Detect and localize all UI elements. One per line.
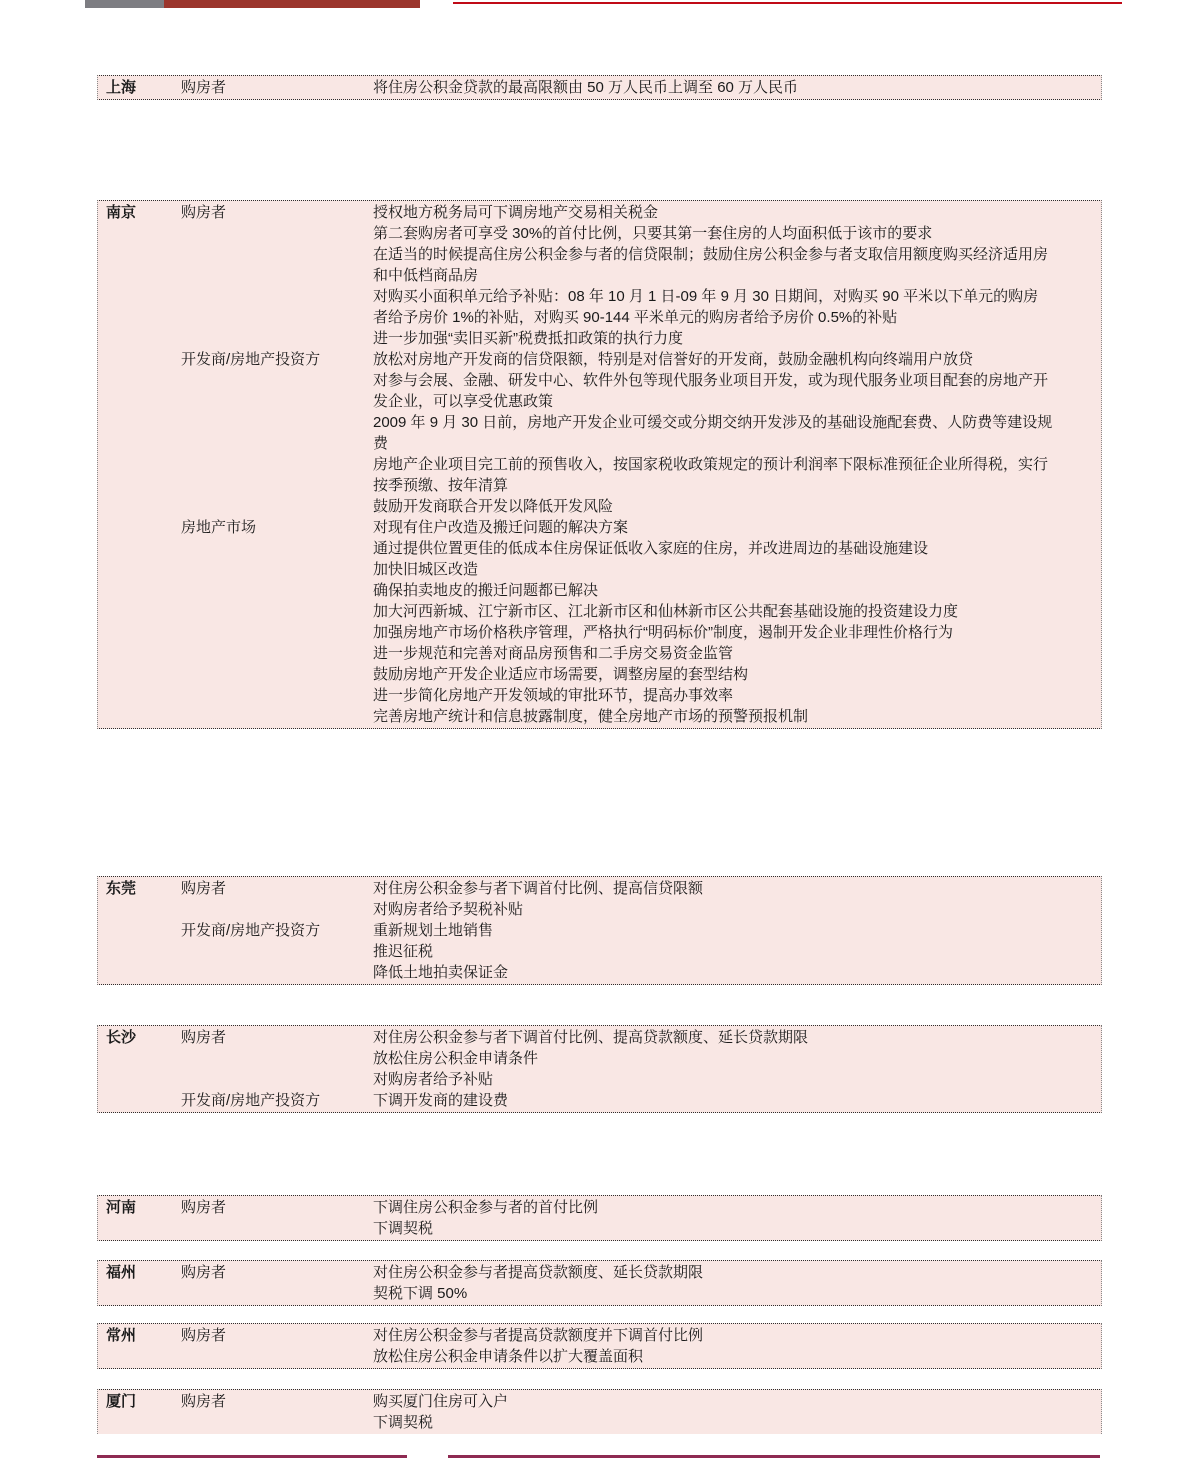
policy-line: 对购房者给予补贴 [373,1071,494,1088]
policy-table [97,876,1102,985]
policy-line: 对购房者给予契税补贴 [373,901,524,918]
city-cell: 福州 [106,1264,137,1281]
policy-line: 将住房公积金贷款的最高限额由 50 万人民币上调至 60 万人民币 [373,79,799,96]
city-cell: 南京 [106,204,137,221]
footer-rule-right [448,1455,1100,1458]
policy-line: 完善房地产统计和信息披露制度，健全房地产市场的预警预报机制 [373,708,809,725]
policy-line: 下调契税 [373,1414,434,1431]
policy-line: 进一步规范和完善对商品房预售和二手房交易资金监管 [373,645,734,662]
policy-cell [373,1090,1101,1111]
policy-line: 第二套购房者可享受 30%的首付比例，只要其第一套住房的人均面积低于该市的要求 [373,225,933,242]
table-row [98,202,1101,349]
policy-cell [373,1391,1101,1433]
policy-line: 下调住房公积金参与者的首付比例 [373,1199,599,1216]
policy-line: 确保拍卖地皮的搬迁问题都已解决 [373,582,599,599]
policy-cell [373,77,1101,98]
stakeholder-cell: 购房者 [181,1199,227,1216]
table-row [98,1325,1101,1367]
policy-table [97,1260,1102,1306]
footer-rule-left [97,1455,407,1458]
city-cell: 常州 [106,1327,137,1344]
policy-line: 契税下调 50% [373,1285,468,1302]
policy-line: 对参与会展、金融、研发中心、软件外包等现代服务业项目开发，或为现代服务业项目配套的房地产开发企业，可以享受优惠政策 [373,372,1049,410]
city-cell: 河南 [106,1199,137,1216]
stakeholder-cell: 购房者 [181,1393,227,1410]
city-cell: 长沙 [106,1029,137,1046]
city-cell: 厦门 [106,1393,137,1410]
policy-cell [373,1325,1101,1367]
header-bar-red [164,0,420,8]
city-cell [98,517,181,727]
policy-line: 通过提供位置更佳的低成本住房保证低收入家庭的住房，并改进周边的基础设施建设 [373,540,929,557]
stakeholder-cell: 房地产市场 [181,519,257,536]
table-row [98,878,1101,920]
policy-line: 购买厦门住房可入户 [373,1393,509,1410]
policy-line: 对现有住户改造及搬迁问题的解决方案 [373,519,629,536]
policy-line: 加强房地产市场价格秩序管理，严格执行“明码标价”制度，遏制开发企业非理性价格行为 [373,624,953,641]
policy-line: 对住房公积金参与者提高贷款额度、延长贷款期限 [373,1264,704,1281]
city-cell [98,349,181,517]
policy-line: 2009 年 9 月 30 日前，房地产开发企业可缓交或分期交纳开发涉及的基础设施配套费、人防费等建设规费 [373,414,1053,452]
policy-cell [373,878,1101,920]
policy-table [97,1195,1102,1241]
table-row [98,1262,1101,1304]
policy-cell [373,1197,1101,1239]
stakeholder-cell: 购房者 [181,880,227,897]
policy-table [97,200,1102,729]
policy-line: 下调契税 [373,1220,434,1237]
policy-cell [373,1262,1101,1304]
stakeholder-cell: 购房者 [181,1264,227,1281]
policy-line: 降低土地拍卖保证金 [373,964,509,981]
policy-line: 重新规划土地销售 [373,922,494,939]
city-cell [98,920,181,983]
policy-table [97,1389,1102,1434]
policy-line: 放松住房公积金申请条件 [373,1050,539,1067]
table-row [98,1027,1101,1090]
stakeholder-cell: 购房者 [181,1327,227,1344]
policy-line: 推迟征税 [373,943,434,960]
policy-line: 鼓励房地产开发企业适应市场需要，调整房屋的套型结构 [373,666,749,683]
stakeholder-cell: 购房者 [181,1029,227,1046]
policy-table [97,1323,1102,1369]
table-row [98,349,1101,517]
table-row [98,1197,1101,1239]
city-cell: 上海 [106,79,137,96]
policy-line: 鼓励开发商联合开发以降低开发风险 [373,498,614,515]
policy-cell [373,920,1101,983]
policy-line: 在适当的时候提高住房公积金参与者的信贷限制；鼓励住房公积金参与者支取信用额度购买经济适用房和中低档商品房 [373,246,1049,284]
policy-line: 授权地方税务局可下调房地产交易相关税金 [373,204,659,221]
stakeholder-cell: 开发商/房地产投资方 [181,1092,321,1109]
policy-line: 对住房公积金参与者提高贷款额度并下调首付比例 [373,1327,704,1344]
table-row [98,920,1101,983]
policy-line: 放松对房地产开发商的信贷限额，特别是对信誉好的开发商，鼓励金融机构向终端用户放贷 [373,351,974,368]
policy-line: 对住房公积金参与者下调首付比例、提高贷款额度、延长贷款期限 [373,1029,809,1046]
header-rule-red [453,2,1122,4]
policy-line: 房地产企业项目完工前的预售收入，按国家税收政策规定的预计利润率下限标准预征企业所得税，实行按季预缴、按年清算 [373,456,1049,494]
policy-line: 加大河西新城、江宁新市区、江北新市区和仙林新市区公共配套基础设施的投资建设力度 [373,603,959,620]
table-row [98,517,1101,727]
policy-table [97,1025,1102,1113]
policy-cell [373,517,1101,727]
policy-line: 对购买小面积单元给予补贴：08 年 10 月 1 日-09 年 9 月 30 日期间，对购买 90 平米以下单元的购房者给予房价 1%的补贴，对购买 90-144 平米单元的购房者给予房价 0.5%的补贴 [373,288,1039,326]
stakeholder-cell: 购房者 [181,79,227,96]
policy-line: 放松住房公积金申请条件以扩大覆盖面积 [373,1348,644,1365]
table-row [98,1090,1101,1111]
policy-line: 对住房公积金参与者下调首付比例、提高信贷限额 [373,880,704,897]
policy-line: 下调开发商的建设费 [373,1092,509,1109]
stakeholder-cell: 购房者 [181,204,227,221]
policy-cell [373,349,1101,517]
policy-table [97,75,1102,100]
policy-cell [373,1027,1101,1090]
table-row [98,77,1101,98]
policy-line: 进一步简化房地产开发领域的审批环节，提高办事效率 [373,687,734,704]
policy-line: 加快旧城区改造 [373,561,479,578]
policy-line: 进一步加强“卖旧买新”税费抵扣政策的执行力度 [373,330,683,347]
city-cell: 东莞 [106,880,137,897]
header-bar-gray [85,0,164,8]
policy-cell [373,202,1101,349]
stakeholder-cell: 开发商/房地产投资方 [181,922,321,939]
city-cell [98,1090,181,1111]
table-row [98,1391,1101,1433]
stakeholder-cell: 开发商/房地产投资方 [181,351,321,368]
